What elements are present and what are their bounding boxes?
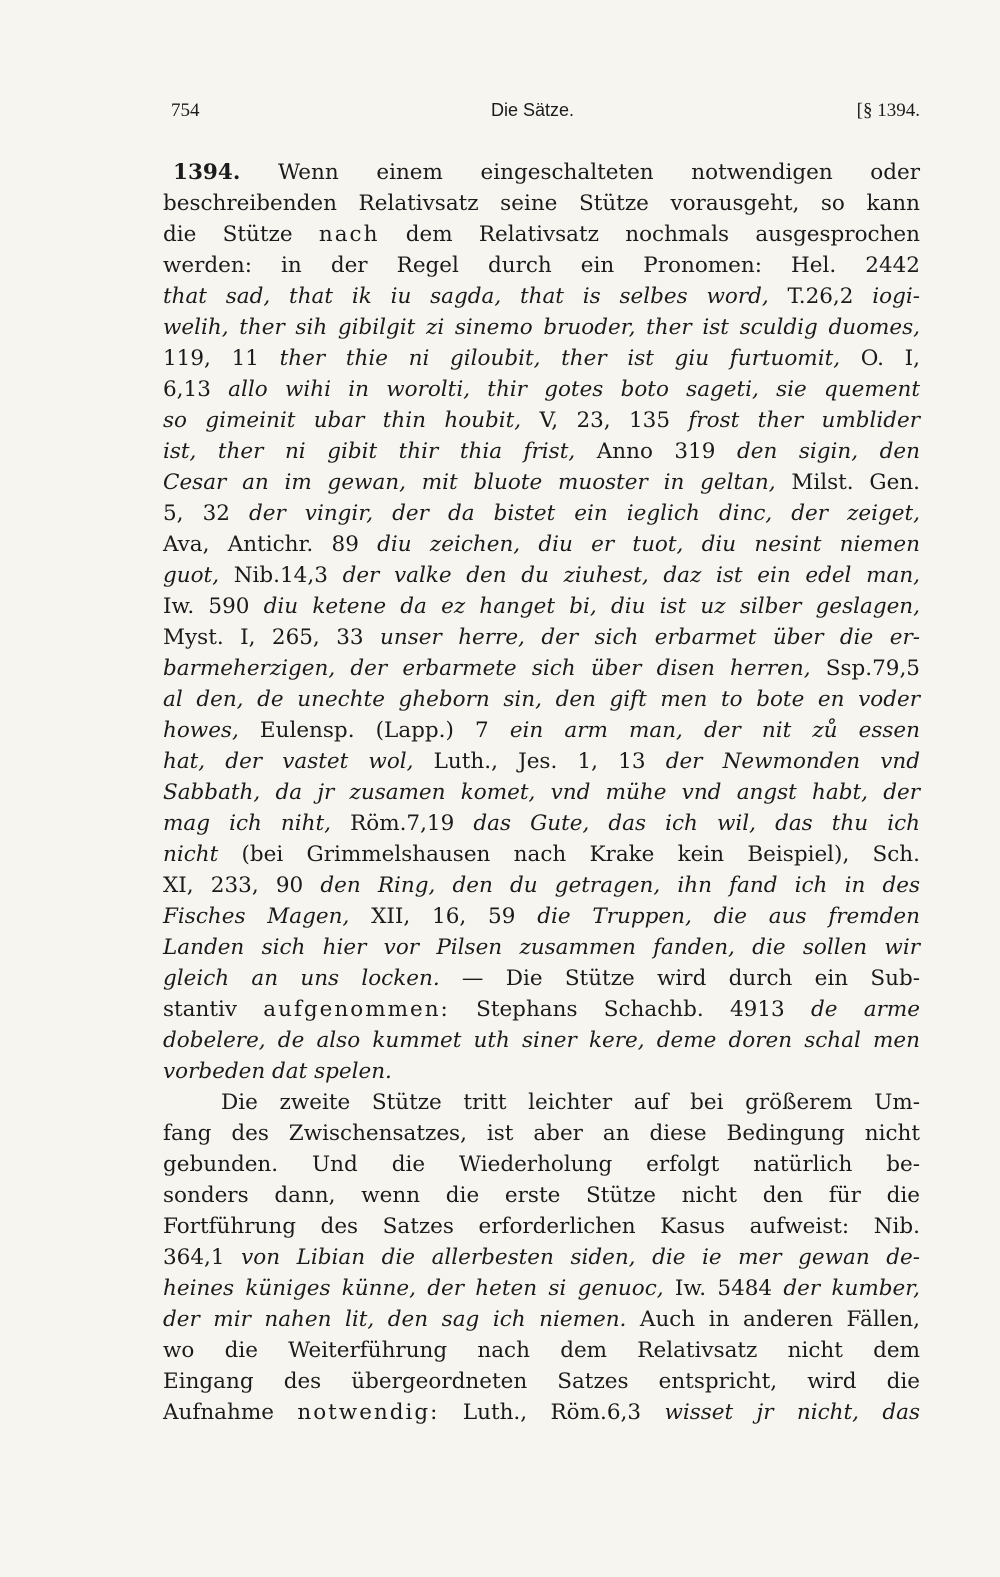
citation-quote: gleich an uns locken. — [163, 966, 440, 991]
citation-quote: guot, — [163, 563, 220, 588]
text-line — [163, 1087, 920, 1118]
text-segment: V, 23, 135 — [521, 408, 689, 433]
text-segment: Ssp.79,5 — [810, 656, 920, 681]
text-line — [163, 467, 920, 498]
citation-quote: den Ring, den du getragen, ihn fand ich in des — [320, 873, 920, 898]
citation-quote: der kumber, — [783, 1276, 920, 1301]
body-text — [163, 157, 920, 1428]
text-line — [163, 715, 920, 746]
citation-quote: Cesar an im gewan, mit bluote muoster in geltan, — [163, 470, 776, 495]
text-segment: Luth., Jes. 1, 13 — [413, 749, 666, 774]
text-segment: XI, 233, 90 — [163, 873, 321, 898]
citation-quote: allo wihi in worolti, thir gotes boto sageti, sie quement — [228, 377, 920, 402]
citation-quote: nicht — [163, 842, 219, 867]
citation-quote: so gimeinit ubar thin houbit, — [163, 408, 522, 433]
text-segment: Anno 319 — [575, 439, 738, 464]
text-segment: dem Relativsatz nochmals ausgesprochen — [379, 222, 920, 247]
text-segment: Nib.14,3 — [219, 563, 343, 588]
section-reference: [§ 1394. — [856, 100, 920, 121]
citation-quote: diu zeichen, diu er tuot, diu nesint niemen — [377, 532, 921, 557]
text-line — [163, 932, 920, 963]
text-line — [163, 281, 920, 312]
citation-quote: frost ther umblider — [688, 408, 920, 433]
text-segment: Ava, Antichr. 89 — [163, 532, 378, 557]
citation-quote: iogi- — [872, 284, 921, 309]
citation-quote: Landen sich hier vor Pilsen zusammen fanden, die sollen wir — [163, 935, 920, 960]
text-line — [163, 1118, 920, 1149]
citation-quote: mag ich niht, — [163, 811, 331, 836]
citation-quote: der mir nahen lit, den sag ich niemen. — [163, 1307, 627, 1332]
text-line — [163, 1273, 920, 1304]
text-segment: stantiv — [163, 997, 264, 1022]
citation-quote: ist, ther ni gibit thir thia frist, — [163, 439, 576, 464]
text-line — [163, 653, 920, 684]
text-line — [163, 684, 920, 715]
text-line — [163, 436, 920, 467]
text-segment: Milst. Gen. — [775, 470, 920, 495]
text-segment: XII, 16, 59 — [349, 904, 538, 929]
citation-quote: ther thie ni giloubit, ther ist giu furtuomit, — [279, 346, 841, 371]
text-segment: Luth., Röm.6,3 — [439, 1400, 665, 1425]
text-segment: Stephans Schachb. 4913 — [449, 997, 812, 1022]
page-header — [163, 100, 920, 130]
citation-quote: der valke den du ziuhest, daz ist ein edel man, — [342, 563, 920, 588]
text-segment: Aufnahme — [163, 1400, 298, 1425]
text-segment: wo die Weiterführung nach dem Relativsatz nicht dem — [163, 1338, 920, 1363]
citation-quote: barmeherzigen, der erbarmete sich über disen herren, — [163, 656, 811, 681]
page-number: 754 — [171, 100, 200, 121]
text-segment: 6,13 — [163, 377, 229, 402]
text-segment: Fortführung des Satzes erforderlichen Kasus aufweist: Nib. — [163, 1214, 920, 1239]
text-line — [163, 622, 920, 653]
text-segment: 364,1 — [163, 1245, 242, 1270]
citation-quote: die Truppen, die aus fremden — [537, 904, 920, 929]
text-segment: fang des Zwischensatzes, ist aber an diese Bedingung nicht — [163, 1121, 920, 1146]
citation-quote: der Newmonden vnd — [665, 749, 920, 774]
text-line — [163, 1335, 920, 1366]
citation-quote: das Gute, das ich wil, das thu ich — [473, 811, 920, 836]
text-line — [163, 746, 920, 777]
text-line — [163, 1242, 920, 1273]
text-segment: Eingang des übergeordneten Satzes entspricht, wird die — [163, 1369, 920, 1394]
text-segment: die Stütze — [163, 222, 319, 247]
text-line — [163, 250, 920, 281]
text-segment: gebunden. Und die Wiederholung erfolgt natürlich be- — [163, 1152, 920, 1177]
citation-quote: dobelere, de also kummet uth siner kere, deme doren schal men — [163, 1028, 920, 1053]
text-segment: O. I, — [840, 346, 920, 371]
text-line — [163, 1211, 920, 1242]
citation-quote: ein arm man, der nit zů essen — [509, 718, 921, 743]
citation-quote: wisset jr nicht, das — [664, 1400, 921, 1425]
citation-quote: heines küniges künne, der heten si genuoc, — [163, 1276, 664, 1301]
text-segment: — Die Stütze wird durch ein Sub- — [439, 966, 920, 991]
text-segment: notwendig: — [297, 1400, 440, 1425]
citation-quote: Sabbath, da jr zusamen komet, vnd mühe vnd angst habt, der — [163, 780, 920, 805]
text-line — [163, 901, 920, 932]
text-segment: Die zweite Stütze tritt leichter auf bei größerem Um- — [221, 1090, 920, 1115]
text-line — [163, 1149, 920, 1180]
text-line — [163, 560, 920, 591]
citation-quote: de arme — [811, 997, 921, 1022]
text-line — [163, 529, 920, 560]
text-line — [163, 994, 920, 1025]
citation-quote: al den, de unechte gheborn sin, den gift men to bote en voder — [163, 687, 920, 712]
text-line — [163, 963, 920, 994]
text-segment: 5, 32 — [163, 501, 249, 526]
text-segment: (bei Grimmelshausen nach Krake kein Beispiel), Sch. — [218, 842, 920, 867]
text-segment: Myst. I, 265, 33 — [163, 625, 381, 650]
citation-quote: Fisches Magen, — [163, 904, 350, 929]
text-segment: beschreibenden Relativsatz seine Stütze vorausgeht, so kann — [163, 191, 920, 216]
text-line — [163, 777, 920, 808]
text-line — [163, 157, 920, 188]
text-line — [163, 498, 920, 529]
text-line — [163, 591, 920, 622]
text-line — [163, 1304, 920, 1335]
text-segment: Auch in anderen Fällen, — [626, 1307, 920, 1332]
text-segment: werden: in der Regel durch ein Pronomen: Hel. 2442 — [163, 253, 920, 278]
text-segment: Iw. 5484 — [663, 1276, 784, 1301]
text-line — [163, 405, 920, 436]
citation-quote: vorbeden dat spelen. — [163, 1059, 392, 1084]
section-number: 1394. — [173, 160, 241, 185]
text-line — [163, 870, 920, 901]
citation-quote: hat, der vastet wol, — [163, 749, 414, 774]
text-line — [163, 188, 920, 219]
text-segment: Iw. 590 — [163, 594, 264, 619]
citation-quote: unser herre, der sich erbarmet über die er- — [380, 625, 921, 650]
text-segment: aufgenommen: — [263, 997, 450, 1022]
citation-quote: diu ketene da ez hanget bi, diu ist uz silber geslagen, — [263, 594, 920, 619]
text-line — [163, 1366, 920, 1397]
text-segment: nach — [318, 222, 380, 247]
citation-quote: der vingir, der da bistet ein ieglich dinc, der zeiget, — [248, 501, 920, 526]
text-segment: Eulensp. (Lapp.) 7 — [238, 718, 510, 743]
text-line — [163, 839, 920, 870]
text-line — [163, 1180, 920, 1211]
text-line — [163, 219, 920, 250]
citation-quote: von Libian die allerbesten siden, die ie mer gewan de- — [241, 1245, 920, 1270]
text-line — [163, 1025, 920, 1056]
text-segment: sonders dann, wenn die erste Stütze nicht den für die — [163, 1183, 920, 1208]
text-segment: 119, 11 — [163, 346, 280, 371]
text-line — [163, 312, 920, 343]
running-title: Die Sätze. — [491, 100, 575, 120]
text-line — [163, 808, 920, 839]
citation-quote: welih, ther sih gibilgit zi sinemo bruoder, ther ist sculdig duomes, — [163, 315, 920, 340]
citation-quote: that sad, that ik iu sagda, that is selbes word, — [163, 284, 769, 309]
text-line — [163, 1056, 920, 1087]
text-line — [163, 1397, 920, 1428]
text-segment: T.26,2 — [768, 284, 873, 309]
citation-quote: den sigin, den — [737, 439, 920, 464]
text-line — [163, 343, 920, 374]
citation-quote: howes, — [163, 718, 239, 743]
text-line — [163, 374, 920, 405]
text-segment: Wenn einem eingeschalteten notwendigen oder — [240, 160, 920, 185]
text-segment: Röm.7,19 — [330, 811, 474, 836]
